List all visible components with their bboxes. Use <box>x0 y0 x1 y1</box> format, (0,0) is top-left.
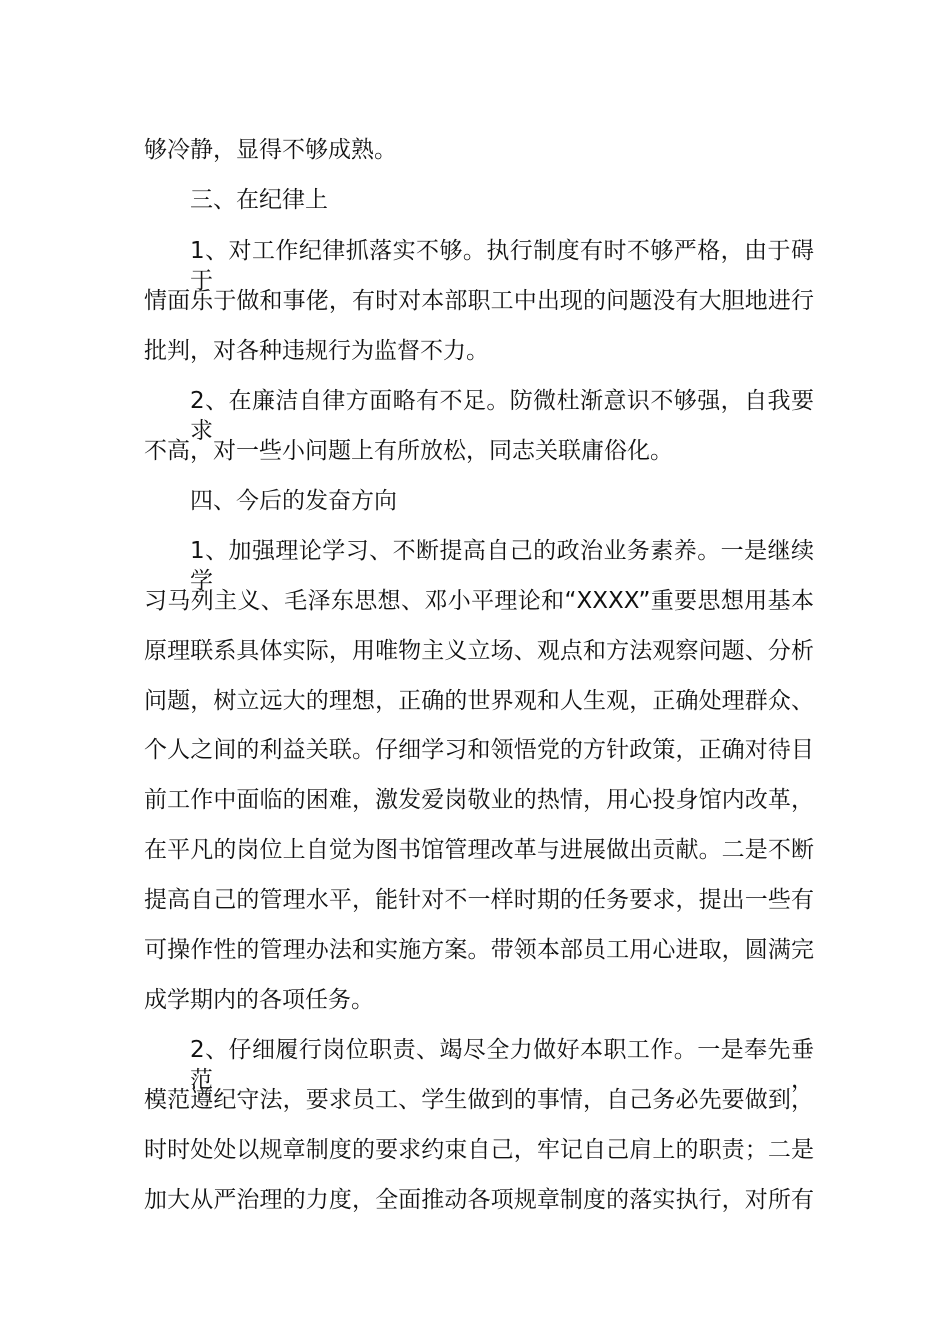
text-line: 问题，树立远大的理想，正确的世界观和人生观，正确处理群众、 <box>144 688 814 714</box>
text-line: 习马列主义、毛泽东思想、邓小平理论和“XXXX”重要思想用基本 <box>144 588 814 614</box>
text-line: 批判，对各种违规行为监督不力。 <box>144 338 489 364</box>
text-line: 加大从严治理的力度，全面推动各项规章制度的落实执行，对所有 <box>144 1187 814 1213</box>
text-line: 个人之间的利益关联。仔细学习和领悟党的方针政策，正确对待目 <box>144 737 814 763</box>
text-line: 可操作性的管理办法和实施方案。带领本部员工用心进取，圆满完 <box>144 937 814 963</box>
text-line: 成学期内的各项任务。 <box>144 987 374 1013</box>
text-line: 2、仔细履行岗位职责、竭尽全力做好本职工作。一是奉先垂范， <box>190 1037 814 1093</box>
text-line: 提高自己的管理水平，能针对不一样时期的任务要求，提出一些有 <box>144 887 814 913</box>
text-line: 原理联系具体实际，用唯物主义立场、观点和方法观察问题、分析 <box>144 638 814 664</box>
text-line: 情面乐于做和事佬，有时对本部职工中出现的问题没有大胆地进行 <box>144 288 814 314</box>
text-line: 不高，对一些小问题上有所放松，同志关联庸俗化。 <box>144 438 673 464</box>
text-line: 在平凡的岗位上自觉为图书馆管理改革与进展做出贡献。二是不断 <box>144 837 814 863</box>
text-line: 2、在廉洁自律方面略有不足。防微杜渐意识不够强，自我要求 <box>190 388 814 444</box>
section-heading: 三、在纪律上 <box>190 187 328 213</box>
text-line: 够冷静，显得不够成熟。 <box>144 137 397 163</box>
text-line: 1、对工作纪律抓落实不够。执行制度有时不够严格，由于碍于 <box>190 238 814 294</box>
text-line: 前工作中面临的困难，激发爱岗敬业的热情，用心投身馆内改革， <box>144 787 814 813</box>
text-line: 1、加强理论学习、不断提高自己的政治业务素养。一是继续学 <box>190 538 814 594</box>
text-line: 时时处处以规章制度的要求约束自己，牢记自己肩上的职责；二是 <box>144 1137 814 1163</box>
section-heading: 四、今后的发奋方向 <box>190 488 397 514</box>
text-line: 模范遵纪守法，要求员工、学生做到的事情，自己务必先要做到， <box>144 1087 814 1113</box>
